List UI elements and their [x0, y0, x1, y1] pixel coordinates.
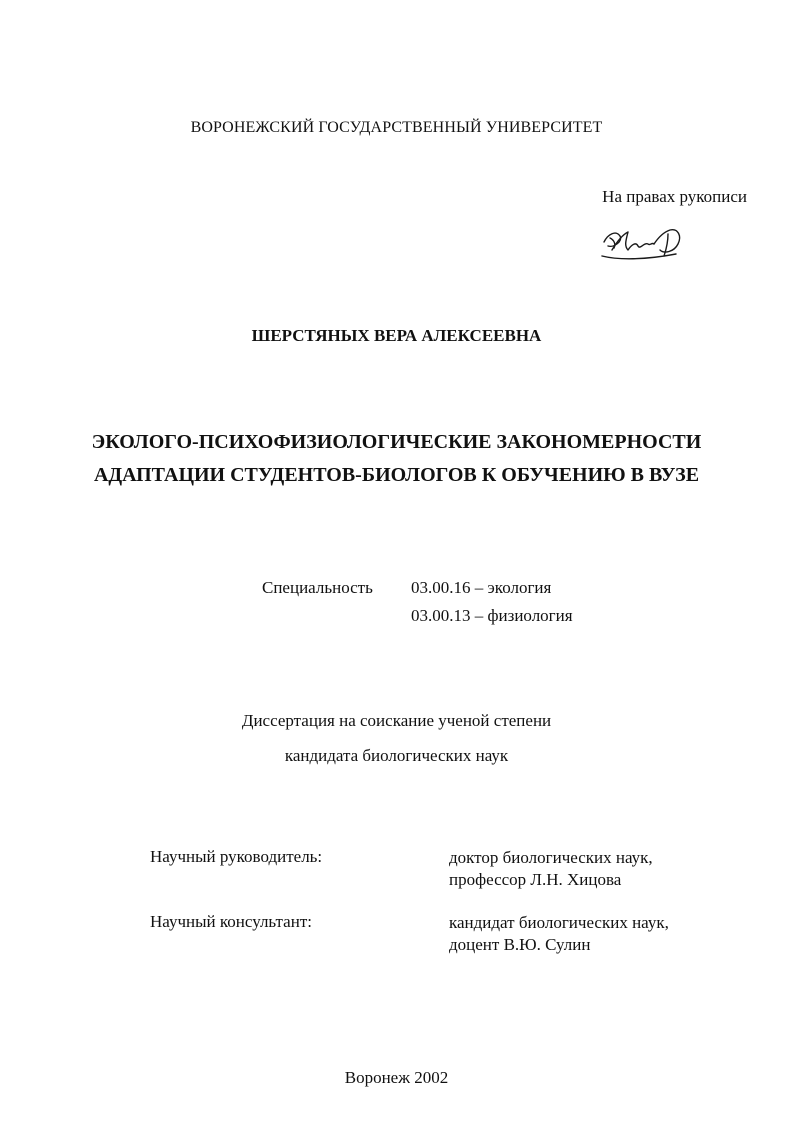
consultant-name: доцент В.Ю. Сулин [449, 935, 591, 954]
supervisor-label: Научный руководитель: [150, 847, 323, 866]
author-name: ШЕРСТЯНЫХ ВЕРА АЛЕКСЕЕВНА [251, 326, 542, 345]
supervisor-name: профессор Л.Н. Хицова [449, 870, 622, 889]
signature-image [598, 220, 688, 268]
consultant-label: Научный консультант: [150, 912, 312, 931]
degree-line-1: Диссертация на соискание ученой степени [241, 711, 552, 730]
supervisor-degree: доктор биологических наук, [449, 848, 653, 867]
manuscript-note: На правах рукописи [602, 187, 747, 206]
supervisor-info [449, 847, 653, 891]
title-line-1: ЭКОЛОГО-ПСИХОФИЗИОЛОГИЧЕСКИЕ ЗАКОНОМЕРНОСТИ [91, 431, 702, 453]
dissertation-title [0, 426, 793, 492]
city-year: Воронеж 2002 [344, 1068, 449, 1087]
consultant-degree: кандидат биологических наук, [449, 913, 669, 932]
title-line-2: АДАПТАЦИИ СТУДЕНТОВ-БИОЛОГОВ К ОБУЧЕНИЮ В ВУЗЕ [93, 464, 700, 486]
specialty-item: 03.00.16 – экология [411, 578, 552, 597]
specialty-item: 03.00.13 – физиология [411, 606, 573, 625]
consultant-info [449, 912, 669, 956]
degree-line-2: кандидата биологических наук [284, 746, 509, 765]
specialty-label: Специальность [262, 578, 373, 597]
university-name: ВОРОНЕЖСКИЙ ГОСУДАРСТВЕННЫЙ УНИВЕРСИТЕТ [190, 119, 603, 136]
